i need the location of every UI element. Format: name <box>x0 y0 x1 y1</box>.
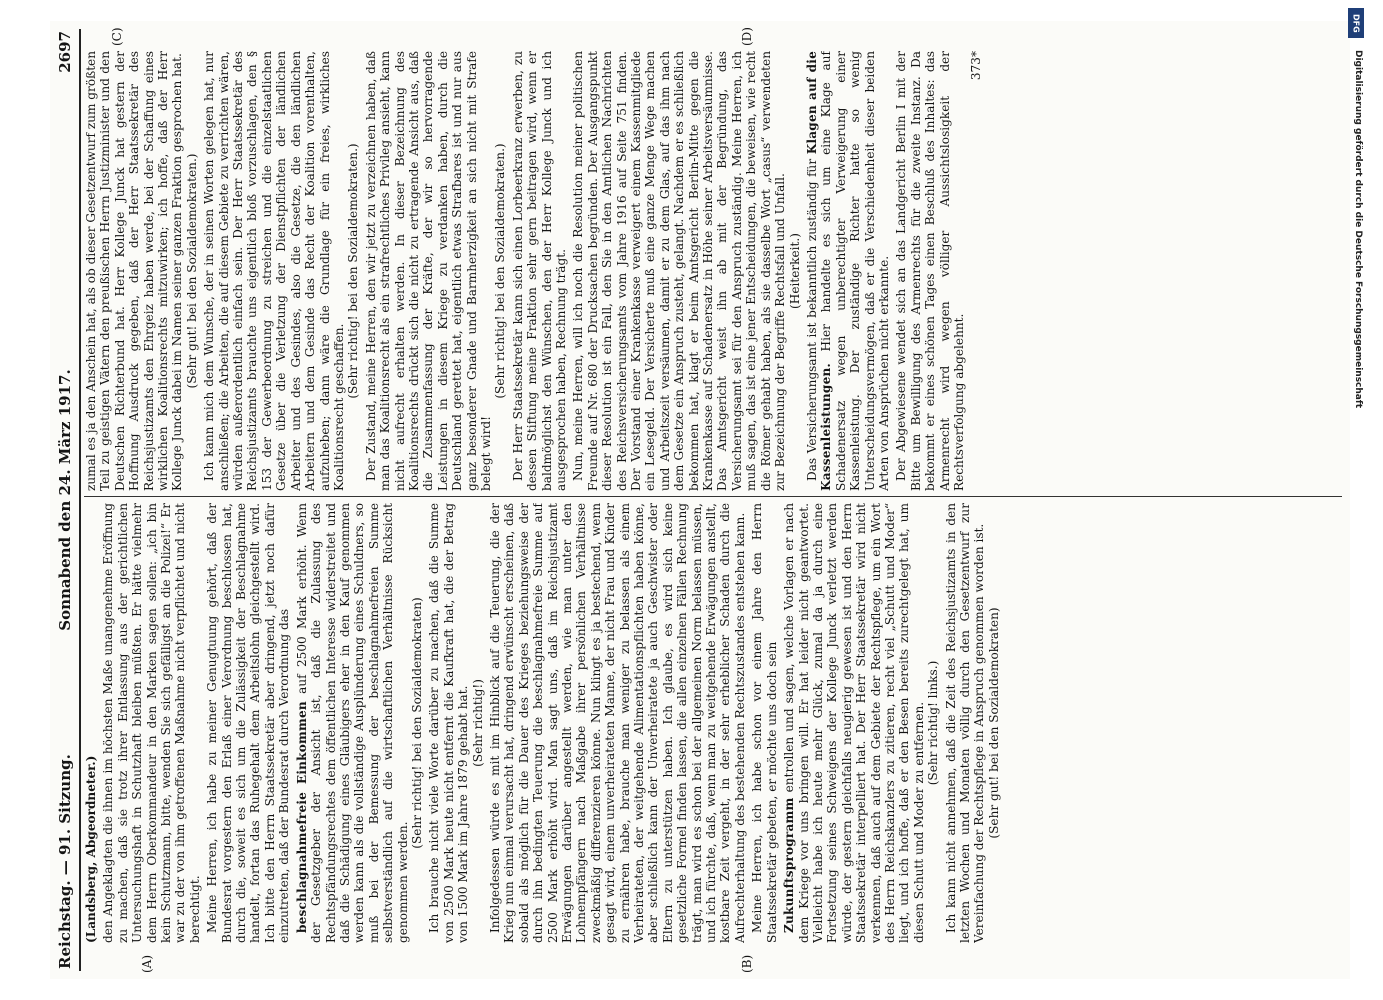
right-paragraph: Nun, meine Herren, will ich noch die Resolution meiner politischen Freunde auf Nr. 680 der Drucksachen begründen. Der Ausgangspunkt dieser Resolution ist ein Fall, den Sie in den Amtlichen Nachrichten des Reichsversicherungsamts vom Jahre 1916 auf Seite 751 finden. Der Vorstand einer Krankenkasse verweigert einem Kassenmitgliede ein Lesegeld. Der Versicherte muß eine ganze Menge Wege machen und Arbeitszeit versäumen, damit er zu dem Glas, auf das ihm nach dem Gesetze ein Anspruch zusteht, gelangt. Nachdem er es schließlich bekommen hat, klagt er beim Amtsgericht Berlin-Mitte gegen die Krankenkasse auf Schadenersatz in Höhe seiner Arbeitsversäumnisse. Das Amtsgericht weist ihn ab mit der Begründung, das Versicherungsamt sei für den Anspruch zuständig. Meine Herren, ich muß sagen, das ist eine jener Entscheidungen, die beweisen, wie recht die Römer gehabt haben, als sie dasselbe Wort „casus“ verwendeten zur Bezeichnung der Begriffe Rechtsfall und Unfall. <box>571 51 788 491</box>
paragraph-text: entrollen und sagen, welche Vorlagen er nach dem Kriege vor uns bringen will. Er hat leider nicht geantwortet. Vielleicht habe ich heute mehr Glück, zumal da ja durch eine Fortsetzung seines Schweigens der Kollege Junck verletzt werden würde, der gestern gleichfalls neugierig gewesen ist und den Herrn Staatssekretär interpelliert hat. Der Herr Staatssekretär wird nicht verkennen, daß auch auf dem Gebiete der Rechtspflege, um ein Wort des Herrn Reichskanzlers zu zitieren, recht viel „Schutt und Moder“ liegt, und ich hoffe, daß er den Besen bereits zurechtgelegt hat, um diesen Schutt und Moder zu entfernen. <box>782 503 926 943</box>
left-paragraph: (Sehr gut! bei den Sozialdemokraten) <box>986 607 1001 839</box>
left-paragraph: (Sehr richtig! bei den Sozialdemokraten) <box>409 597 424 849</box>
marker-a: (A) <box>140 954 154 973</box>
right-paragraph: zumal es ja den Anschein hat, als ob dieser Gesetzentwurf zum größten Teil zu geistigen Vätern den preußischen Herrn Justizminister und den Deutschen Richterbund hat. Herr Kollege Junck hat gestern der Hoffnung Ausdruck gegeben, daß der Herr Staatssekretär des Reichsjustizamts den Ehrgeiz haben werde, bei der Schaffung eines wirklichen Koalitionsrechts mitzuwirken; ich hoffe, daß der Herr Kollege Junck dabei im Namen seiner ganzen Fraktion gesprochen hat. <box>84 51 185 491</box>
marker-b: (B) <box>740 954 754 973</box>
keyword: beschlagnahmefreie Einkommen <box>294 701 309 933</box>
paragraph-text: Das Versicherungsamt ist bekanntlich zuständig für <box>804 158 819 481</box>
left-paragraph <box>84 503 98 943</box>
left-paragraph: (Sehr richtig!) <box>470 679 485 767</box>
right-paragraph: (Sehr gut! bei den Sozialdemokraten.) <box>184 153 199 389</box>
left-paragraph: Ich brauche nicht viele Worte darüber zu machen, daß die Summe von 2500 Mark heute nicht entfernt die Kaufkraft hat, die der Betrag von 1500 Mark im Jahre 1879 gehabt hat. <box>427 503 471 943</box>
left-paragraph: (Sehr richtig! links.) <box>926 660 941 786</box>
left-column <box>84 503 1344 943</box>
right-paragraph <box>805 51 891 491</box>
right-column <box>84 51 1344 491</box>
left-paragraph <box>295 503 410 943</box>
digitization-note-text: Digitalisierung gefördert durch die Deutsche Forschungsgemeinschaft <box>1353 50 1363 409</box>
header-left: Reichstag. — 91. Sitzung. <box>56 754 74 969</box>
marker-c: (C) <box>110 27 124 46</box>
right-paragraph: Der Zustand, meine Herren, den wir jetzt zu verzeichnen haben, daß man das Koalitionsrecht als ein strafrechtliches Privileg ansieht, kann nicht aufrecht erhalten werden. In dieser Bezeichnung des Koalitionsrechts drückt sich die nicht zu ertragende Ansicht aus, daß die Zusammenfassung der Kräfte, der wir so hervorragende Leistungen in diesem Kriege zu verdanken haben, durch die Deutschland gerettet hat, eigentlich etwas Strafbares ist und nur aus ganz besonderer Gnade und Barmherzigkeit an sich nicht mit Strafe belegt wird! <box>363 51 493 491</box>
page-number: 2697 <box>56 31 74 73</box>
right-paragraph: Der Abgewiesene wendet sich an das Landgericht Berlin I mit der Bitte um Bewilligung des Armenrechts für die zweite Instanz. Da bekommt er eines schönen Tages einen Beschluß des Inhaltes: das Armenrecht wird wegen völliger Aussichtslosigkeit der Rechtsverfolgung abgelehnt. <box>894 51 966 491</box>
right-paragraph: 373* <box>969 51 984 81</box>
left-paragraph: Meine Herren, ich habe zu meiner Genugtuung gehört, daß der Bundesrat vorgestern den Erlaß einer Verordnung beschlossen hat, durch die, soweit es sich um die Zulässigkeit der Beschlagnahme handelt, fortan das Ruhegehalt dem Arbeitslohn gleichgestellt wird. Ich bitte den Herrn Staatssekretär aber dringend, jetzt noch dafür einzutreten, daß der Bundesrat durch Verordnung das <box>205 503 292 943</box>
paragraph-text: Hier handelte es sich um eine Klage auf Schadenersatz wegen unberechtigter Verweigerung einer Kassenleistung. Der zuständige Richter hatte so wenig Unterscheidungsvermögen, daß er die Verschiedenheit dieser beiden Arten von Ansprüchen nicht erkannte. <box>819 51 891 491</box>
dfg-logo: DFG <box>1348 8 1364 38</box>
right-paragraph: (Heiterkeit.) <box>787 233 802 309</box>
marker-d: (D) <box>740 27 754 46</box>
keyword: Klagen auf die Kassenleistungen. <box>804 51 834 491</box>
rotated-page <box>50 21 1350 979</box>
digitization-note <box>1349 10 1367 770</box>
page-header <box>52 31 78 969</box>
right-paragraph: (Sehr richtig! bei den Sozialdemokraten.) <box>346 143 361 399</box>
header-rule <box>79 29 81 971</box>
left-paragraph: Meine Herren, ich habe schon vor einem Jahre den Herrn Staatssekretär gebeten, er möchte uns doch sein <box>750 503 779 943</box>
left-paragraph <box>782 503 926 943</box>
right-paragraph: Der Herr Staatssekretär kann sich einen Lorbeerkranz erwerben, zu dessen Stiftung meine Fraktion sehr gern beitragen wird, wenn er baldmöglichst den Wünschen, den der Herr Kollege Junck und ich ausgesprochen haben, Rechnung trägt. <box>510 51 568 491</box>
left-paragraph: Infolgedessen würde es mit im Hinblick auf die Teuerung, die der Krieg nun einmal verursacht hat, dringend erwünscht erscheinen, daß sobald als möglich für die Dauer des Krieges beziehungsweise der durch ihn bedingten Teuerung die beschlagnahmefreie Summe auf 2500 Mark erhöht wird. Man sagt uns, daß im Reichsjustizamt Erwägungen darüber angestellt werden, wie man unter den Lohnempfängern nach Maßgabe ihrer persönlichen Verhältnisse zweckmäßig differenzieren könne. Nun klingt es ja bestechend, wenn gesagt wird, einem unverheirateten Manne, der nicht Frau und Kinder zu ernähren habe, brauche man weniger zu belassen als einem Verheirateten, der weitgehende Alimentationspflichten haben könne, aber schließlich kann der Unverheiratete ja auch Geschwister oder Eltern zu unterstützen haben. Ich glaube, es wird sich keine gesetzliche Formel finden lassen, die allen einzelnen Fällen Rechnung trägt, man wird es schon bei der allgemeinen Norm belassen müssen, und ich fürchte, daß, wenn man zu weitgehende Erwägungen anstellt, kostbare Zeit vergeht, in der sehr erheblicher Schaden durch die Aufrechterhaltung des bestehenden Rechtszustandes entstehen kann. <box>487 503 747 943</box>
left-paragraph: den Angeklagten die ihnen im höchsten Maße unangenehme Eröffnung zu machen, daß sie trotz ihrer Entlassung aus der gerichtlichen Untersuchungshaft in Schutzhaft bleiben müßten. Er hätte vielmehr dem Herrn Oberkommandeur in den Marken sagen sollen: „ich bin kein Schutzmann, bitte, wenden Sie sich gefälligst an die Polizei!“ Er war zu der von ihm getroffenen Maßnahme nicht verpflichtet und nicht berechtigt. <box>101 503 202 943</box>
keyword: Zukunftsprogramm <box>782 797 797 933</box>
right-paragraph: (Sehr richtig! bei den Sozialdemokraten.) <box>493 143 508 399</box>
speaker-name: (Landsberg, Abgeordneter.) <box>84 755 98 943</box>
column-divider <box>84 496 1342 497</box>
paragraph-text: auf 2500 Mark erhöht. Wenn der Gesetzgeber der Ansicht ist, daß die Zulassung des Rechtspfändungsrechtes dem öffentlichen Interesse widerstreitet und daß die Schädigung eines Gläubigers eher in den Kauf genommen werden kann als die vollständige Ausplünderung eines Schuldners, so muß bei der Bemessung der beschlagnahmefreien Summe selbstverständlich auf die wirtschaftlichen Verhältnisse Rücksicht genommen werden. <box>294 503 410 943</box>
header-date: Sonnabend den 24. März 1917. <box>56 369 74 631</box>
left-paragraph: Ich kann nicht annehmen, daß die Zeit des Reichsjustizamts in den letzten Wochen und Monaten völlig durch den Gesetzentwurf zur Vereinfachung der Rechtspflege in Anspruch genommen worden ist. <box>943 503 987 943</box>
right-paragraph: Ich kann mich dem Wunsche, der in seinen Worten gelegen hat, nur anschließen; die Arbeiten, die auf diesem Gebiete zu verrichten wären, würden außerordentlich einfach sein. Der Herr Staatssekretär des Reichsjustizamts brauchte uns eigentlich bloß vorzuschlagen, den § 153 der Gewerbeordnung zu streichen und die einzelstaatlichen Gesetze über die Verletzung der Dienstpflichten der ländlichen Arbeiter und des Gesindes, also die Gesetze, die den ländlichen Arbeitern und dem Gesinde das Recht der Koalition vorenthalten, aufzuheben; dann wäre die Grundlage für ein freies, wirkliches Koalitionsrecht geschaffen. <box>202 51 346 491</box>
